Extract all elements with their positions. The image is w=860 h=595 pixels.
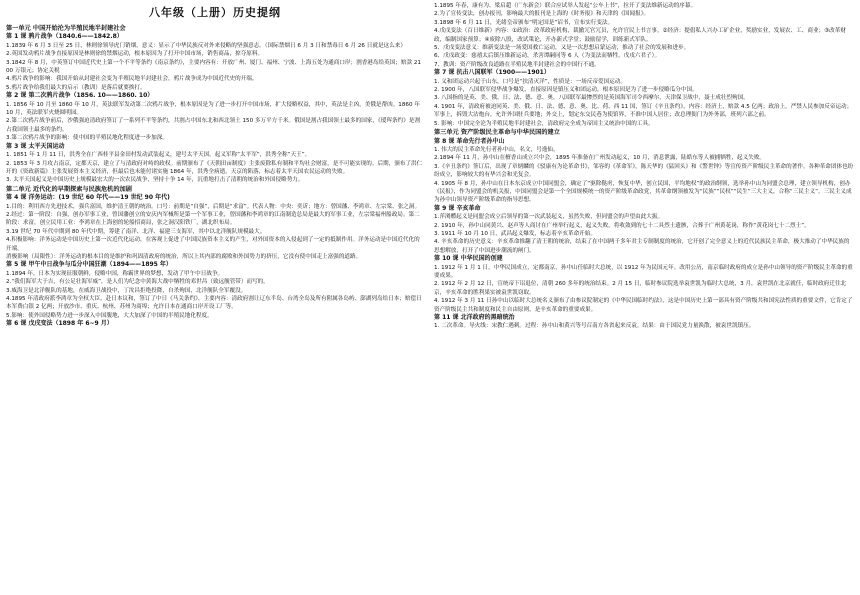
lesson-heading: 第 3 课 太平天国运动 [6,142,65,150]
body-paragraph: 3.1842 年 8 月，中英签订中国近代史上第一个不平等条约《南京条约》，主要内容有：开放广州、厦门、福州、宁波、上海五处为通商口岸；割香港岛给英国；赔款 2100 万银元；协定关税 [6,59,421,75]
lesson-heading: 第 1 课 鸦片战争（1840.6——1842.8） [6,33,123,41]
body-paragraph: 4. 1901 年，清政府被迫同英、美、俄、日、法、德、意、奥、比、荷、西 11 国，签订《辛丑条约》，内容：经济上，赔款 4.5 亿两；政治上，严禁人民参加反帝运动；军事上，拆毁大沽炮台，允许外国驻兵要地；外交上，划定东交民巷为使馆界，不准中国人居住；改总理衙门为外务部，班列六部之前。 [434,103,853,119]
body-paragraph: 1.目的：利用西方先进技术，强兵富国，维护清王朝的统治。口号：前期是“自强”，后期是“求富”。代表人物：中央：奕䜣；地方：曾国藩、李鸿章、左宗棠、张之洞。 [6,203,421,210]
lesson-heading: 第 9 课 辛亥革命 [434,204,481,212]
unit-heading: 第一单元 中国开始沦为半殖民地半封建社会 [6,25,126,32]
body-paragraph: 1. 1856 年 10 月至 1860 年 10 月，英法联军发动第二次鸦片战争，根本原因是为了进一步打开中国市场，扩大侵略权益，其中，英法是主凶，美俄是帮凶。1860 年 10 月，英法联军火烧圆明园。 [6,101,420,117]
left-column [6,24,424,329]
body-paragraph: 3. 八国指的是英、美、俄、日、法、德、意、奥，八国联军最惨烈的是英国海军司令西摩尔，天津保卫战中，聂士成壮烈殉国。 [434,95,749,102]
body-paragraph: 2. 1853 年 3 月攻占南京，定都天京，建立了与清政府对峙的政权。前期颁布了《天朝田亩制度》主张废除私有制和平均社会财富，是不可能实现的。后期，颁布了洪仁玕的《资政新篇》主张发展资本主义经济，但最后也未能付诸实施 1864 年，洪秀全病逝，天京的陷落，标志着太平天国农民运动的失败。 [6,160,423,175]
body-paragraph: 2. 1900 年，八国联军侵华战争爆发，直接原因是镇压义和团运动，根本原因是为了进一步侵略瓜分中国。 [434,87,698,94]
body-paragraph: 1.1839 年 6 月 3 日至 25 日，林则徐领导虎门销烟，意义：显示了中华民族反对外来侵略的坚强意志。（国际禁烟日 6 月 3 日和禁毒日 6 月 26 日就是这么来） [6,42,406,49]
body-paragraph: 3.威海卫是北洋舰队的基地，在威海卫战役中，丁汝昌拒绝投降，自杀殉国，北洋舰队全军覆没。 [6,287,247,294]
body-paragraph: 1. 义和团运动兴起于山东，口号是“扶清灭洋”，性质是：一场反帝爱国运动。 [434,78,626,85]
body-paragraph: 1.1895 年春，康有为、梁启超（广东新会）联合应试举人发起“公车上书”，拉开了变法维新运动的序幕。 [434,3,697,9]
body-paragraph: 2.经过：第一阶段：自强，创办军事工业，曾国藩创立的安庆内军械所是第一个军事工业，曾国藩和李鸿章的江南制造总局是最大的军事工业，左宗棠福州船政局。第二阶段：求富，创立民用工业：李鸿章在上海创的轮船招商局，张之洞汉阳铁厂，湖北织布局。 [6,211,420,227]
body-paragraph: 2.英国发动鸦片战争直接原因是林则徐的禁烟运动，根本原因为了打开中国市场，销售商品，掠夺原料。 [6,51,264,58]
body-paragraph: 4. 辛亥革命的历史意义：辛亥革命推翻了清王朝的统治，结束了在中国两千多年君主专制制度的统治，它开创了完全意义上的近代民族民主革命，极大推动了中华民族的思想解放，打开了中国进步潮流的闸门。 [434,239,850,254]
body-paragraph: 4.鸦片战争的影响：我国开始从封建社会变为半殖民地半封建社会，鸦片战争成为中国近代史的开端。 [6,76,258,83]
body-paragraph: 2.第二次鸦片战争前后，沙俄强迫清政府签订了一系列不平等条约，共割占中国东北和西北领土 150 多万平方千米。俄国是割占我国领土最多的国家，《瑷珲条约》是割占我国领土最多的条约。 [6,118,420,133]
body-paragraph: 1.1894 年，日本为实现征服朝鲜，侵略中国，称霸世界的梦想，发动了甲午中日战争。 [6,270,224,277]
body-paragraph: 5. 影响：中国完全沦为半殖民地半封建社会，清政府完全成为帝国主义统治中国的工具。 [434,120,654,127]
body-paragraph: 7、教训：资产阶级改良道路在半殖民地半封建社会的中国行不通。 [434,61,600,68]
lesson-heading: 第 2 课 第二次鸦片战争（1856. 10——1860. 10） [6,92,154,100]
lesson-heading: 第 5 课 甲午中日战争与瓜分中国狂潮（1894——1895 年） [6,261,172,269]
body-paragraph: 3. 太平天国起义是中国历史上规模最宏大的一次农民战争，坚持十争 14 年，沉重地打击了清朝的统治和外国侵略势力。 [6,177,304,184]
body-paragraph: 2.1894 年 11 月，孙中山在檀香山成立兴中会，1895 年准备在广州发动起义，10 月，消息泄露，陆皓东等人被捕牺牲，起义失败。 [434,155,766,162]
body-paragraph: 4. 1912 年 3 月 11 日孙中山以临时大总统名义颁布了由参议院制定的《中华民国临时约法》，这是中国历史上第一部具有资产阶级共和国宪法性质的重要文件，它肯定了资产阶级民主共和制度和民主自由原则，是辛亥革命的重要成果。 [434,298,853,313]
body-paragraph: 消极影响（局限性）：洋务运动的根本目的是维护和巩固清政府的统治，所以上其内部的腐败和外国势力的挤压，它没有使中国走上富强的道路。 [6,253,362,260]
lesson-heading: 第 4 课 洋务运动：(19 世纪 60 年代——19 世纪 90 年代) [6,194,170,202]
body-paragraph: 4. 1905 年 8 月，孙中山在日本东京成立中国同盟会，确定了“驱除鞑虏，恢复中华，创立民国，平均地权”的政治纲领，选举孙中山为同盟会总理，建立领导机构，创办《民报》，作为同盟会的机关报，中国同盟会是第一个全国规模统一的资产阶级革命政党，其革命纲领被发为“民族”“民权”“民生”三大主义，合称“三民主义”。三民主义成为孙中山领导资产阶级革命的指导思想。 [434,180,852,204]
body-paragraph: 1.萍浏醴起义是同盟会成立后领导的第一次武装起义，虽然失败，但同盟会的声望由此大振。 [434,214,664,221]
body-paragraph: 2.为了宣传变法，创办报刊，影响最大的报刊是上海的《时务报》和天津的《国闻报》。 [434,11,650,18]
body-paragraph: 3.1898 年 6 月 11 日，光绪皇帝颁布“明定国是”诏书，宣布实行变法。 [434,19,614,26]
body-paragraph: 4.1895 年清政府派李鸿章为全权大臣，赴日本议和，签订了中日《马关条约》，主要内容：清政府割让辽东半岛、台湾全岛及所有附属各岛屿、澎湖列岛给日本；赔偿日本军费白银 2 亿两；开放沙市、重庆、杭州、苏州为商埠；允许日本在通商口岸开设工厂等。 [6,296,422,311]
body-paragraph: 1. 伟大的民主革命先行者孙中山，名文，号逸仙。 [434,146,559,153]
lesson-heading: 第 7 课 抗击八国联军（1900——1901） [434,69,550,77]
right-column [434,2,854,331]
body-paragraph: 1. 二次革命。导火线：宋教仁遇刺。过程：孙中山和黄兴等号召南方各省起来反袁。结果：由于国民党力量涣散，被袁世凯镇压。 [434,323,755,330]
lesson-heading: 第 10 课 中华民国的创建 [434,255,503,263]
body-paragraph: 1. 1912 年 1 月 1 日，中华民国成立，定都南京，孙中山任临时大总统，以 1912 年为民国元年。改用公历，南京临时政府的成立是孙中山领导的资产阶级民主革命的重要成果。 [434,264,853,279]
unit-heading: 第二单元 近代化的早期探索与民族危机的加剧 [6,185,132,193]
body-paragraph: 3. 1911 年 10 月 10 日，武昌起义爆发，标志着辛亥革命开始。 [434,230,596,237]
lesson-heading: 第 11 课 北洋政府的黑暗统治 [434,314,515,322]
lesson-heading: 第 6 课 戊戌变法（1898 年 6~9 月） [6,320,113,328]
body-paragraph: 2. 1910 年，孙中山同黄兴、赵声等人商讨在广州举行起义，起义失败，将收敛到的七十二具烈士遗骸，合葬于广州黄花岗，称作“黄花岗七十二烈士”。 [434,222,810,229]
body-paragraph: 5.影响：使外国侵略势力进一步深入中国腹地，大大加深了中国的半殖民地化程度。 [6,312,213,319]
body-paragraph: 1. 1851 年 1 月 11 日，洪秀全在广西桂平县金田村发动武装起义，建号太平天国，起义军称“太平军”，洪秀全称“天王”。 [6,152,311,159]
body-paragraph: 3.《辛丑条约》签订后，出现了章炳麟的《驳康有为论革命书》，邹容的《革命军》，陈天华的《猛回头》和《警世钟》等宣传资产阶级民主革命的著作。各种革命团体也纷纷成立，影响较大的有华兴会和光复会。 [434,163,854,179]
body-paragraph: 3.第二次鸦片战争的影响：使中国的半殖民地化程度进一步加深。 [6,135,168,142]
lesson-heading: 第 8 课 革命先行者孙中山 [434,137,505,145]
body-paragraph: 3.19 世纪 70 年代中期到 80 年代中期，筹建了南洋、北洋、福建三支海军，其中以北洋舰队规模最大。 [6,228,266,235]
page-title: 八年级（上册）历史提纲 [149,6,281,19]
body-paragraph: 2.“我们海军大于吉，有公足壮海军威”，是人们为纪念中黄海大战中牺牲的邓世昌（致远舰管带）而写的。 [6,279,269,286]
body-paragraph: 4.戊戌变法（百日维新）内容：①政治：改革政府机构，裁撤冗官冗员，允许官民上书言事。②经济：提倡私人兴办工矿企业，奖励实业，发展农、工、商业；③改革财政，编制国家预算；④废除八股，改试策论，开办新式学堂；鼓励留学，训练新式军队。 [434,28,846,43]
body-paragraph: 5.鸦片战争给我们最大的启示（教训）是落后就要挨打。 [6,84,146,91]
body-paragraph: 5、戊戌变法意义：维新变法是一场爱国救亡运动，又是一次思想启蒙运动，推动了社会的发展和进步。 [434,45,690,52]
unit-heading: 第三单元 资产阶级民主革命与中华民国的建立 [434,129,560,137]
body-paragraph: 2. 1912 年 2 月 12 日，宣统帝下诏退位，清朝 260 多年的统治结束。2 月 15 日，临时参议院选举袁世凯为临时大总统，3 月，袁世凯在北京就任，临时政府迁往北京，辛亥革命的胜利果实被袁世凯窃取。 [434,281,847,296]
body-paragraph: 4.积极影响：洋务运动是中国历史上第一次近代化运动，在客观上促进了中国民族资本主义的产生，对外国资本的入侵起到了一定的抵制作用。洋务运动是中国近代化的开端。 [6,237,420,252]
body-paragraph: 6、戊戌政变：慈禧太后镇压维新运动，杀害谭嗣同等 6 人（为变法而牺牲，戊戌六君子）。 [434,53,661,60]
